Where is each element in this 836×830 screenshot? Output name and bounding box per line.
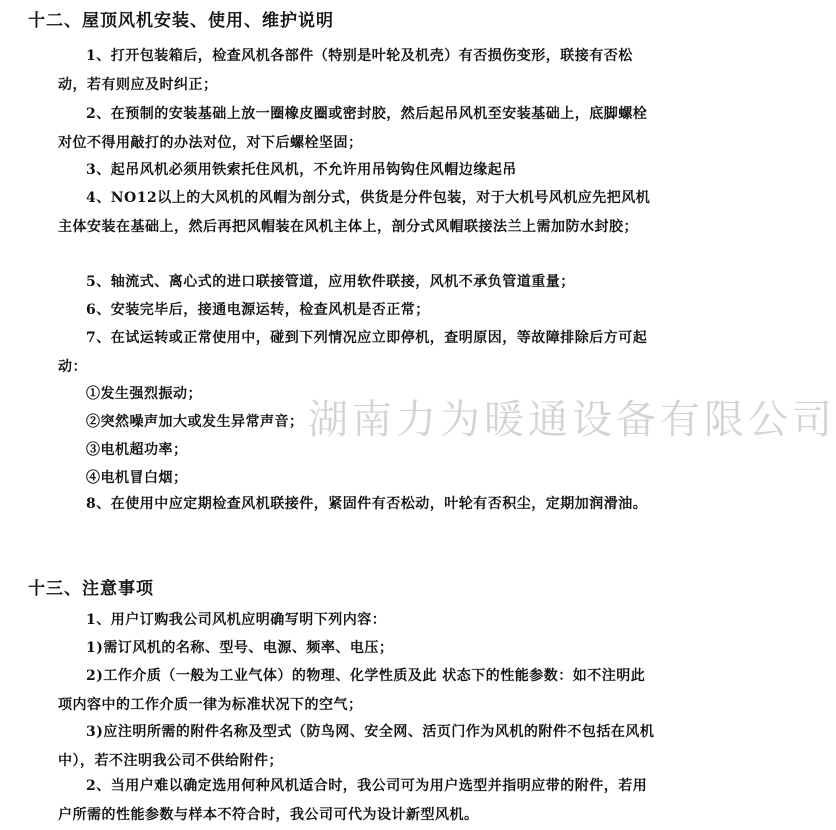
item-2: 2、在预制的安装基础上放一圈橡皮圈或密封胶，然后起吊风机至安装基础上，底脚螺栓对位不得用敲打的办法对位，对下后螺栓坚固； xyxy=(58,106,648,151)
section-13-title: 十三、注意事项 xyxy=(28,579,154,599)
notice-item-1-2: 2)工作介质（一般为工业气体）的物理、化学性质及此 状态下的性能参数：如不注明此项内容中的工作介质一律为标准状况下的空气； xyxy=(58,668,646,713)
notice-item-2: 2、当用户难以确定选用何种风机适合时，我公司可为用户选型并指明应带的附件，若用户所需的性能参数与样本不符合时，我公司可代为设计新型风机。 xyxy=(58,778,648,823)
sub-item-2: ②突然噪声加大或发生异常声音； xyxy=(86,414,304,430)
section-12-title: 十二、屋顶风机安装、使用、维护说明 xyxy=(28,11,334,31)
watermark: 湖南力为暖通设备有限公司 xyxy=(308,397,836,443)
item-4: 4、NO12以上的大风机的风帽为剖分式，供货是分件包装，对于大机号风机应先把风机主体安装在基础上，然后再把风帽装在风机主体上，剖分式风帽联接法兰上需加防水封胶； xyxy=(58,190,651,235)
notice-item-1-1: 1)需订风机的名称、型号、电源、频率、电压； xyxy=(86,640,394,656)
item-7: 7、在试运转或正常使用中，碰到下列情况应立即停机，查明原因，等故障排除后方可起动： xyxy=(58,330,648,375)
item-8: 8、在使用中应定期检查风机联接件，紧固件有否松动，叶轮有否积尘，定期加润滑油。 xyxy=(86,496,648,512)
notice-item-1: 1、用户订购我公司风机应明确写明下列内容： xyxy=(86,612,387,628)
item-6: 6、安装完毕后，接通电源运转，检查风机是否正常； xyxy=(86,302,430,318)
notice-item-1-3: 3)应注明所需的附件名称及型式（防鸟网、安全网、活页门作为风机的附件不包括在风机中），若不注明我公司不供给附件； xyxy=(58,724,655,769)
item-3: 3、起吊风机必须用铁索托住风机，不允许用吊钩钩住风帽边缘起吊 xyxy=(86,162,517,178)
sub-item-3: ③电机超功率； xyxy=(86,442,188,458)
sub-item-4: ④电机冒白烟； xyxy=(86,470,188,486)
item-1: 1、打开包装箱后，检查风机各部件（特别是叶轮及机壳）有否损伤变形，联接有否松动，若有则应及时纠正； xyxy=(58,48,633,93)
item-5: 5、轴流式、离心式的进口联接管道，应用软件联接，风机不承负管道重量； xyxy=(86,274,575,290)
sub-item-1: ①发生强烈振动； xyxy=(86,386,202,402)
